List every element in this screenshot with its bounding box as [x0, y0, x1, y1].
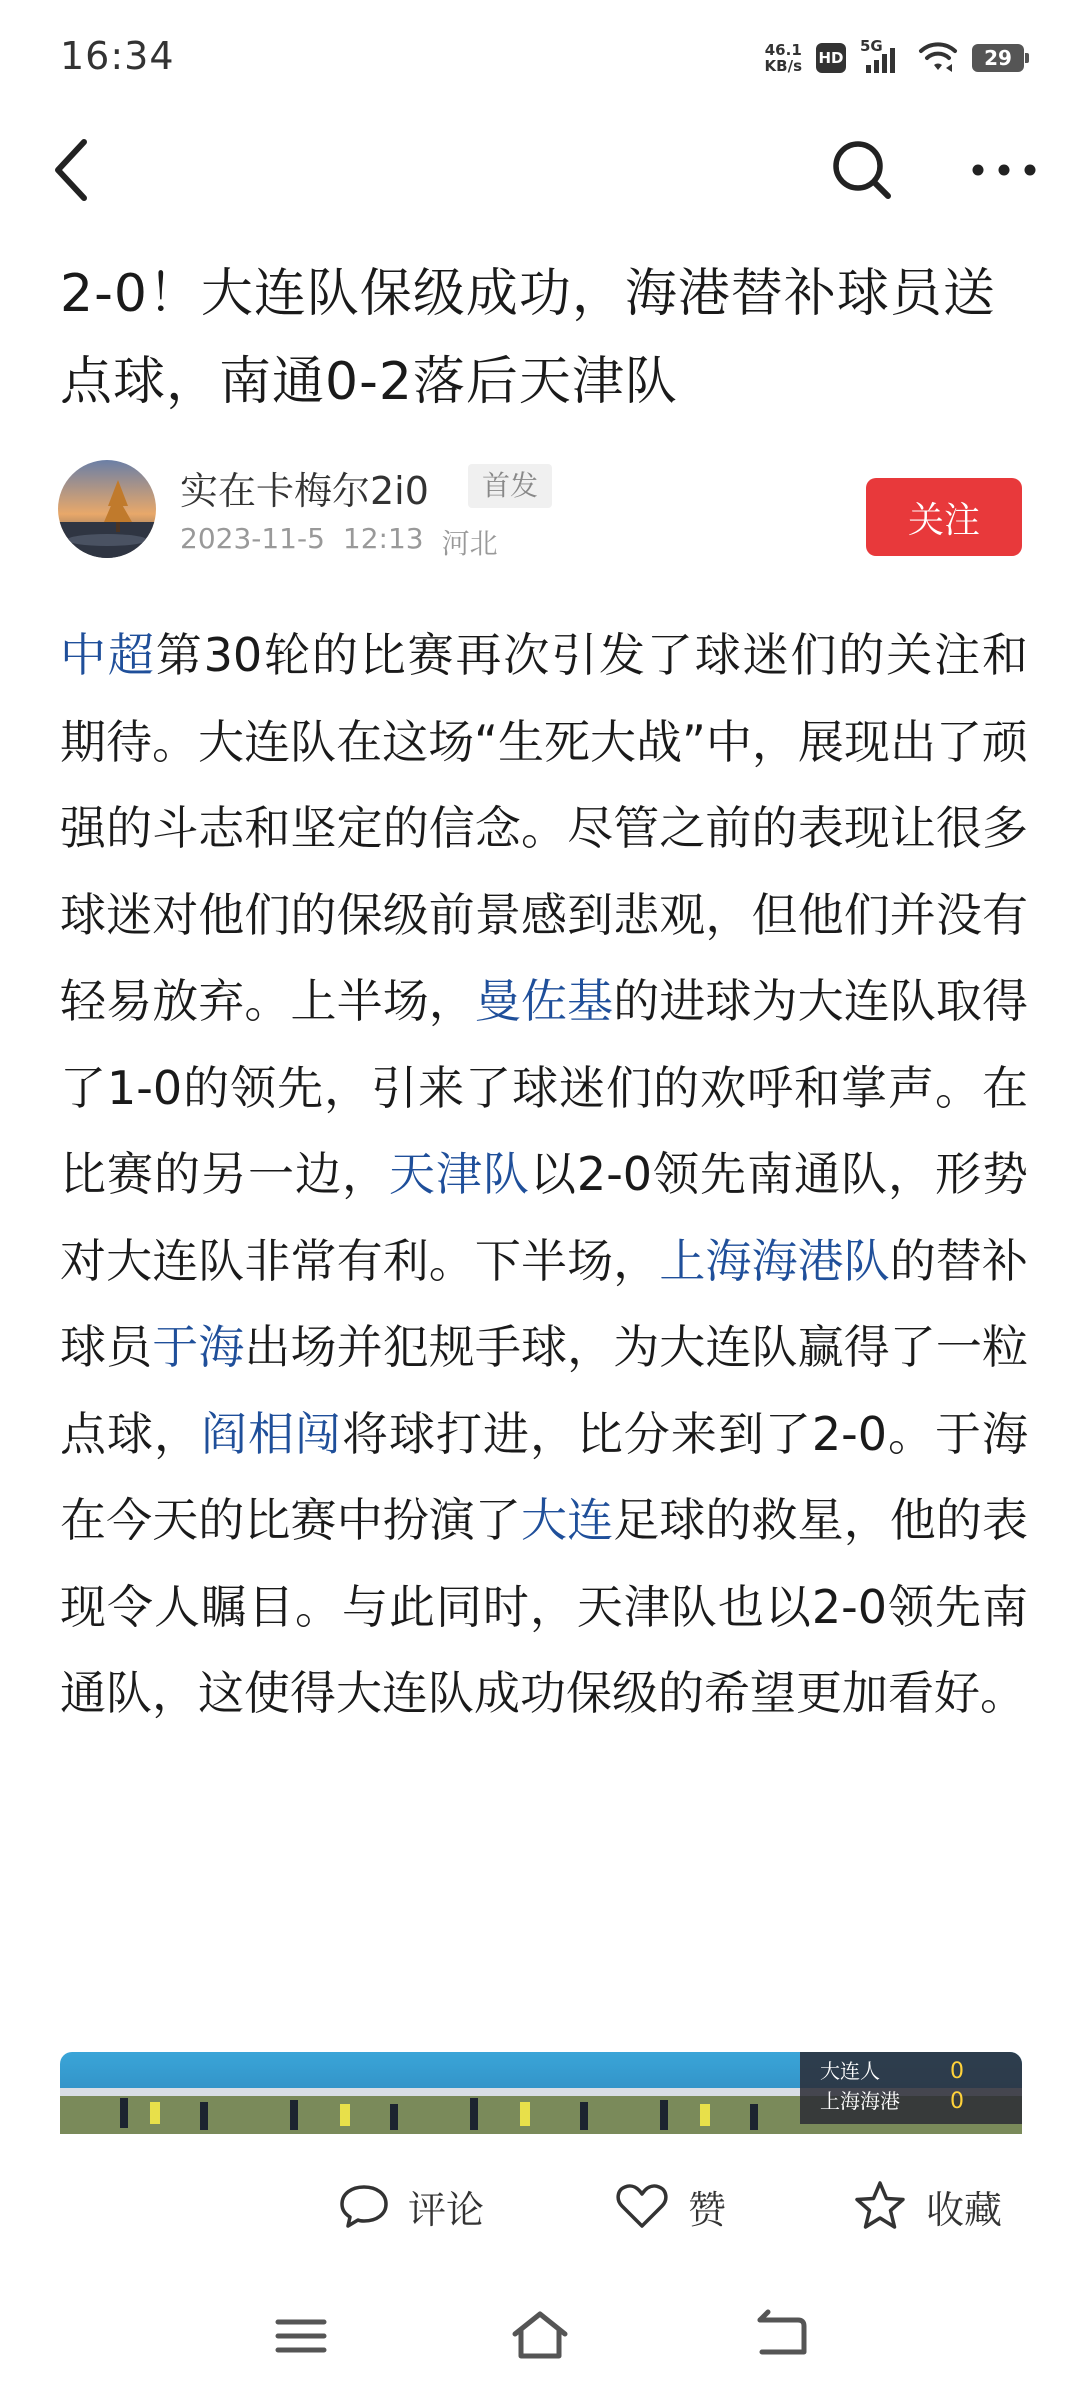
comment-label: 评论: [408, 2187, 485, 2232]
top-nav-bar: [0, 116, 1080, 224]
more-options-button[interactable]: [962, 134, 1046, 206]
scoreboard-score-1: 0: [950, 2059, 964, 2084]
battery-icon: 29: [972, 44, 1024, 72]
team-link[interactable]: 天津队: [388, 1147, 530, 1201]
recent-apps-button[interactable]: [266, 2304, 336, 2368]
heart-icon: [614, 2181, 670, 2231]
team-link[interactable]: 大连: [521, 1493, 614, 1547]
network-speed-unit: KB/s: [764, 57, 802, 75]
more-horizontal-icon: [962, 134, 1046, 206]
player-link[interactable]: 于海: [152, 1320, 245, 1374]
body-text: 出场并犯规手球，为大连队赢得了一粒点球，: [60, 1320, 1029, 1461]
network-type-label: 5G: [860, 37, 883, 55]
comment-icon: [338, 2181, 390, 2231]
favorite-label: 收藏: [926, 2187, 1003, 2232]
star-icon: [852, 2179, 908, 2233]
player-link[interactable]: 阎相闯: [200, 1406, 342, 1461]
network-speed: [765, 42, 802, 74]
article-title: 2-0！大连队保级成功，海港替补球员送点球，南通0-2落后天津队: [60, 264, 996, 412]
menu-icon: [266, 2304, 336, 2368]
comment-button[interactable]: [338, 2176, 484, 2236]
home-icon: [505, 2304, 575, 2368]
stadium-photo: [60, 2052, 1022, 2136]
system-nav-bar: [0, 2276, 1080, 2400]
back-nav-button[interactable]: [746, 2304, 816, 2368]
body-text: 的替补球员: [60, 1233, 1029, 1374]
back-arrow-icon: [746, 2304, 816, 2368]
body-text: 第30轮的比赛再次引发了球迷们的关注和期待。大连队在这场“生死大战”中，展现出了顽强的斗志和坚定的信念。尽管之前的表现让很多球迷对他们的保级前景感到悲观，但他们并没有轻易放弃。上半场，: [60, 628, 1028, 1028]
bottom-action-bar: [0, 2134, 1080, 2276]
author-meta: [180, 522, 498, 562]
publish-location: 河北: [441, 527, 498, 560]
like-button[interactable]: [614, 2176, 726, 2236]
cellular-signal-icon: [860, 37, 904, 75]
home-button[interactable]: [505, 2304, 575, 2368]
article-image[interactable]: [60, 2052, 1022, 2136]
status-icons: [765, 36, 1024, 80]
scoreboard-score-2: 0: [950, 2089, 964, 2114]
follow-button[interactable]: 关注: [866, 478, 1022, 556]
hd-icon: HD: [816, 43, 846, 73]
scoreboard-team-1: 大连人: [820, 2059, 880, 2083]
team-link[interactable]: 上海海港队: [659, 1233, 890, 1288]
back-button[interactable]: [44, 132, 104, 208]
search-button[interactable]: [826, 134, 898, 206]
publish-time: 12:13: [342, 522, 424, 555]
network-speed-value: 46.1: [764, 41, 802, 59]
first-publish-badge: 首发: [468, 464, 552, 508]
body-text: 足球的救星，他的表现令人瞩目。与此同时，天津队也以2-0领先南通队，这使得大连队成功保级的希望更加看好。: [60, 1493, 1029, 1720]
topic-link-csl[interactable]: 中超: [60, 628, 156, 682]
player-link[interactable]: 曼佐基: [474, 974, 614, 1028]
author-avatar[interactable]: [58, 460, 156, 558]
like-label: 赞: [688, 2187, 727, 2232]
status-time: 16:34: [60, 34, 175, 78]
body-text: 将球打进，比分来到了2-0。于海在今天的比赛中扮演了: [60, 1406, 1029, 1547]
author-name[interactable]: 实在卡梅尔2i0: [180, 469, 429, 513]
publish-date: 2023-11-5: [180, 522, 325, 555]
scoreboard-team-2: 上海海港: [820, 2089, 900, 2113]
avatar-image: [58, 460, 156, 558]
wifi-icon: [918, 42, 958, 74]
chevron-left-icon: [44, 132, 104, 208]
search-icon: [826, 134, 898, 206]
favorite-button[interactable]: [852, 2176, 1002, 2236]
body-text: 的进球为大连队取得了1-0的领先，引来了球迷们的欢呼和掌声。在比赛的另一边，: [60, 974, 1029, 1201]
body-text: 以2-0领先南通队，形势对大连队非常有利。下半场，: [60, 1147, 1029, 1288]
article-body: [60, 612, 1028, 1737]
status-bar: [0, 0, 1080, 116]
